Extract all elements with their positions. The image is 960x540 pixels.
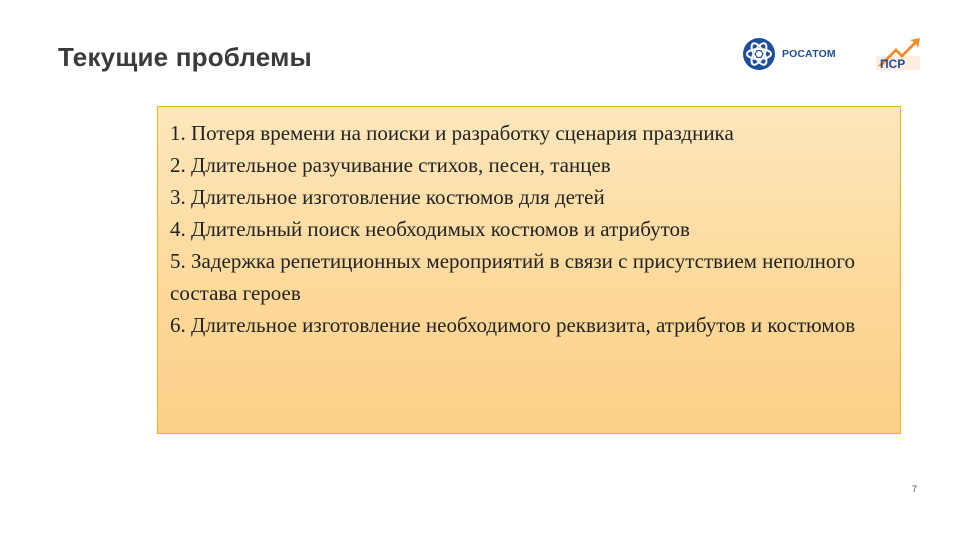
rosatom-logo-text: РОСАТОМ <box>782 48 836 60</box>
rosatom-atom-icon <box>742 37 776 71</box>
problem-item: 2. Длительное разучивание стихов, песен, танцев <box>170 153 611 177</box>
psr-logo <box>874 36 922 70</box>
page-number: 7 <box>912 484 918 494</box>
problem-list <box>170 117 886 341</box>
psr-logo-text: ПСР <box>880 57 906 70</box>
psr-arrow-logo-icon <box>874 36 922 70</box>
problem-item: 5. Задержка репетиционных мероприятий в связи с присутствием неполного состава героев <box>170 249 856 305</box>
problem-item: 3. Длительное изготовление костюмов для детей <box>170 185 605 209</box>
problem-item: 1. Потеря времени на поиски и разработку сценария праздника <box>170 121 734 145</box>
slide-title: Текущие проблемы <box>58 42 312 72</box>
problem-item: 6. Длительное изготовление необходимого реквизита, атрибутов и костюмов <box>170 313 856 337</box>
problem-item: 4. Длительный поиск необходимых костюмов и атрибутов <box>170 217 690 241</box>
rosatom-logo <box>742 36 836 72</box>
problems-box <box>157 106 901 434</box>
